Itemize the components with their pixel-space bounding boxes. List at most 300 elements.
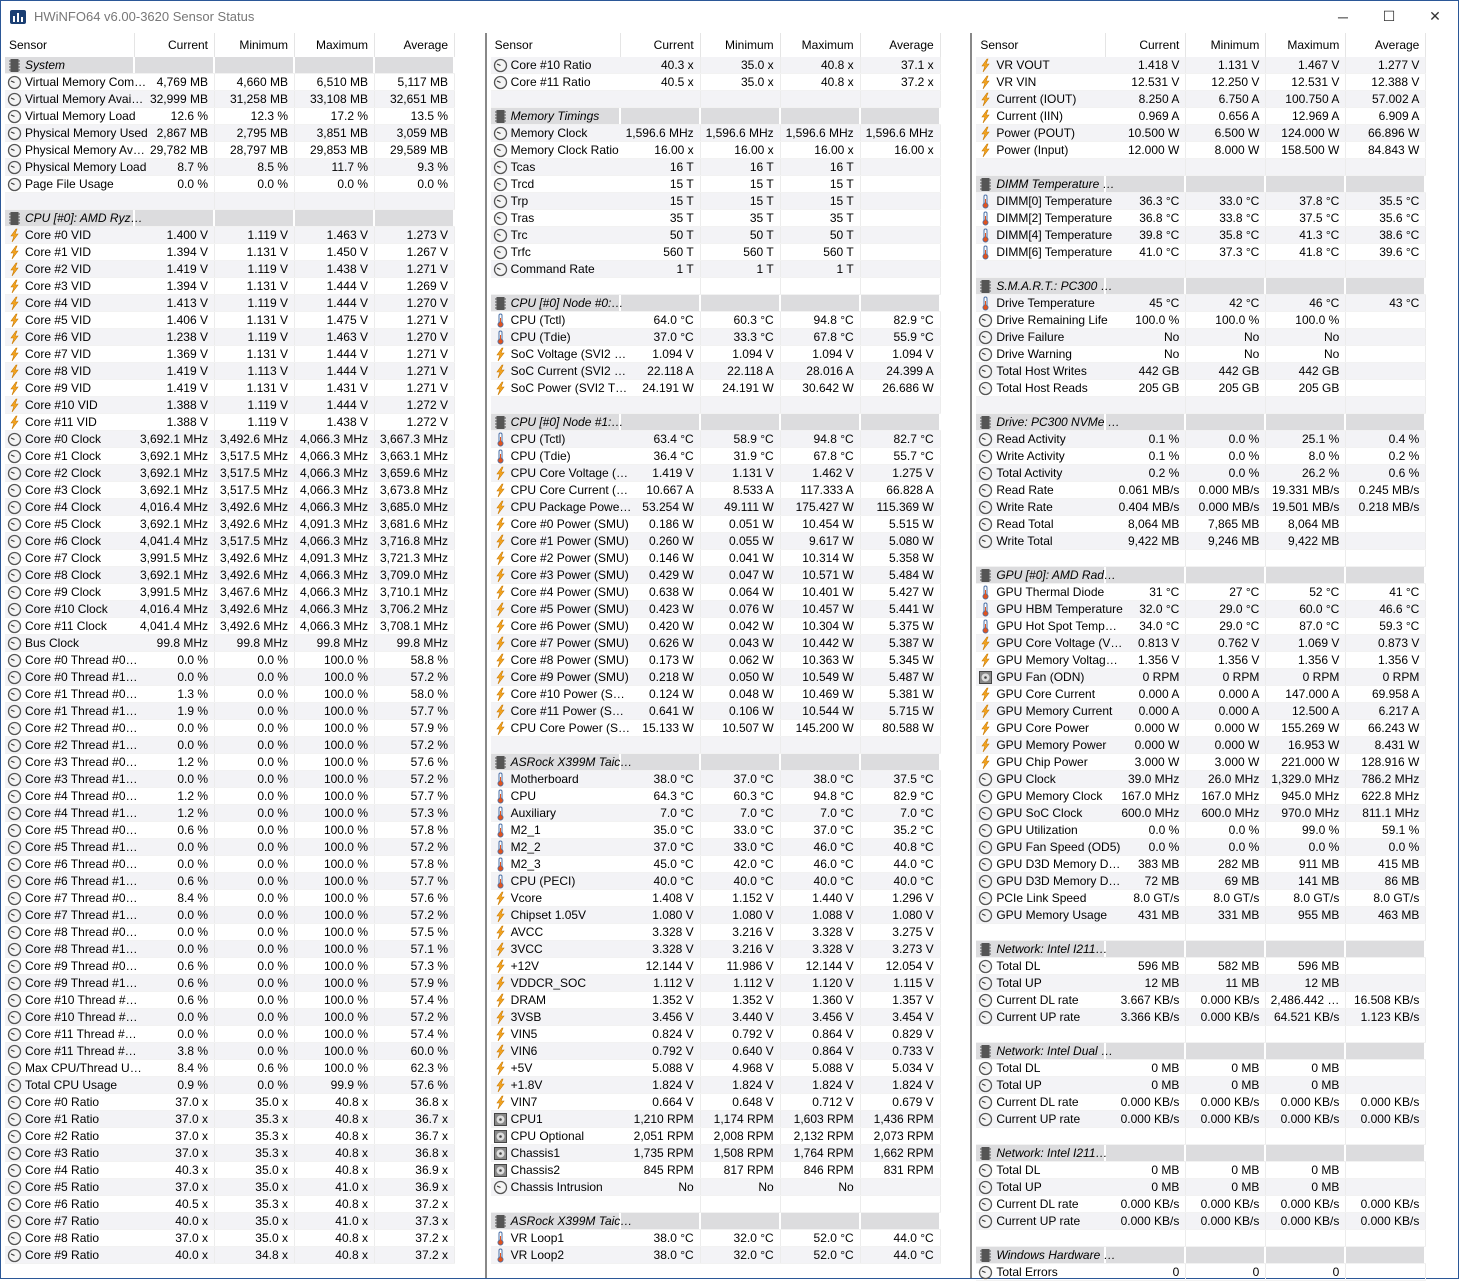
- minimum-value: 560 T: [701, 244, 781, 260]
- sensor-row[interactable]: [491, 1077, 941, 1094]
- sensor-row[interactable]: [491, 1043, 941, 1060]
- sensor-row[interactable]: [976, 142, 1426, 159]
- sensor-row[interactable]: [491, 261, 941, 278]
- average-value: 6.909 A: [1346, 108, 1426, 124]
- sensor-row[interactable]: [5, 1196, 455, 1213]
- sensor-group-header[interactable]: [491, 108, 941, 125]
- sensor-row[interactable]: [976, 805, 1426, 822]
- sensor-row[interactable]: [5, 635, 455, 652]
- sensor-row[interactable]: [5, 448, 455, 465]
- sensor-label: Drive Temperature: [996, 295, 1095, 310]
- sensor-group-header[interactable]: [491, 295, 941, 312]
- current-value: 1.388 V: [135, 414, 215, 430]
- column-header-maximum[interactable]: Maximum: [781, 33, 861, 57]
- sensor-group-header[interactable]: [976, 1043, 1426, 1060]
- sensor-label: Total UP: [996, 1077, 1042, 1092]
- sensor-row[interactable]: [5, 312, 455, 329]
- sensor-row[interactable]: [491, 210, 941, 227]
- sensor-row[interactable]: [491, 516, 941, 533]
- minimum-value: [1186, 1026, 1266, 1042]
- column-header-sensor[interactable]: Sensor: [5, 33, 135, 57]
- voltage-bolt-icon: [493, 636, 508, 651]
- sensor-row[interactable]: [5, 703, 455, 720]
- sensor-name-cell: [976, 1009, 1106, 1025]
- current-value: [1106, 1043, 1186, 1059]
- sensor-row[interactable]: [491, 1111, 941, 1128]
- sensor-row[interactable]: [5, 788, 455, 805]
- sensor-row[interactable]: [5, 890, 455, 907]
- sensor-label: System: [25, 57, 66, 72]
- sensor-row[interactable]: [5, 244, 455, 261]
- minimum-value: [701, 108, 781, 124]
- sensor-row[interactable]: [491, 1128, 941, 1145]
- sensor-row[interactable]: [5, 516, 455, 533]
- sensor-row[interactable]: [5, 839, 455, 856]
- sensor-row[interactable]: [491, 703, 941, 720]
- average-value: [1346, 414, 1426, 430]
- current-value: 1,210 RPM: [621, 1111, 701, 1127]
- sensor-row[interactable]: [5, 652, 455, 669]
- sensor-row[interactable]: [5, 363, 455, 380]
- maximum-value: 100.750 A: [1266, 91, 1346, 107]
- sensor-row[interactable]: [5, 754, 455, 771]
- sensor-row[interactable]: [5, 1043, 455, 1060]
- sensor-row[interactable]: [491, 907, 941, 924]
- average-value: 1.272 V: [375, 414, 455, 430]
- sensor-label: M2_2: [510, 839, 541, 854]
- minimum-value: 1.119 V: [215, 329, 295, 345]
- sensor-row[interactable]: [5, 1111, 455, 1128]
- maximum-value: 9,422 MB: [1266, 533, 1346, 549]
- sensor-row[interactable]: [976, 1009, 1426, 1026]
- voltage-bolt-icon: [7, 262, 22, 277]
- sensor-row[interactable]: [976, 74, 1426, 91]
- sensor-row[interactable]: [5, 227, 455, 244]
- sensor-row[interactable]: [491, 873, 941, 890]
- voltage-bolt-icon: [493, 1044, 508, 1059]
- maximum-value: [781, 91, 861, 107]
- sensor-row[interactable]: [976, 431, 1426, 448]
- sensor-row[interactable]: [976, 1060, 1426, 1077]
- sensor-row[interactable]: [976, 856, 1426, 873]
- sensor-row[interactable]: [491, 244, 941, 261]
- sensor-row[interactable]: [5, 873, 455, 890]
- sensor-group-header[interactable]: [976, 1247, 1426, 1264]
- sensor-row[interactable]: [5, 1247, 455, 1264]
- sensor-label: Virtual Memory Load: [25, 108, 136, 123]
- sensor-row[interactable]: [5, 1009, 455, 1026]
- sensor-row[interactable]: [5, 924, 455, 941]
- sensor-row[interactable]: [5, 329, 455, 346]
- sensor-panel-1: [1, 33, 487, 1278]
- current-value: 8.4 %: [135, 890, 215, 906]
- sensor-row[interactable]: [976, 635, 1426, 652]
- sensor-row[interactable]: [976, 193, 1426, 210]
- sensor-row[interactable]: [5, 1128, 455, 1145]
- sensor-row[interactable]: [976, 1179, 1426, 1196]
- sensor-row[interactable]: [976, 329, 1426, 346]
- sensor-row[interactable]: [5, 380, 455, 397]
- sensor-name-cell: [5, 1145, 135, 1161]
- sensor-group-header[interactable]: [976, 414, 1426, 431]
- sensor-row[interactable]: [976, 737, 1426, 754]
- sensor-row[interactable]: [5, 142, 455, 159]
- sensor-row[interactable]: [5, 1213, 455, 1230]
- sensor-row[interactable]: [491, 380, 941, 397]
- maximum-value: 94.8 °C: [781, 312, 861, 328]
- maximum-value: 100.0 %: [295, 652, 375, 668]
- sensor-label: Core #5 Power (SMU): [510, 601, 629, 616]
- sensor-label: Core #6 Clock: [25, 533, 102, 548]
- sensor-row[interactable]: [491, 312, 941, 329]
- voltage-bolt-icon: [493, 704, 508, 719]
- sensor-group-header[interactable]: [491, 754, 941, 771]
- sensor-row[interactable]: [491, 805, 941, 822]
- current-value: 12.144 V: [621, 958, 701, 974]
- sensor-row[interactable]: [491, 176, 941, 193]
- sensor-row[interactable]: [491, 856, 941, 873]
- sensor-row[interactable]: [5, 414, 455, 431]
- minimum-value: 3.216 V: [701, 941, 781, 957]
- sensor-row[interactable]: [5, 1145, 455, 1162]
- sensor-row[interactable]: [5, 1077, 455, 1094]
- sensor-row[interactable]: [491, 465, 941, 482]
- sensor-row[interactable]: [491, 482, 941, 499]
- sensor-name-cell: [491, 1094, 621, 1110]
- sensor-row[interactable]: [491, 142, 941, 159]
- sensor-row[interactable]: [976, 839, 1426, 856]
- sensor-row[interactable]: [491, 975, 941, 992]
- sensor-row[interactable]: [491, 363, 941, 380]
- gauge-icon: [978, 330, 993, 345]
- sensor-name-cell: [5, 261, 135, 277]
- sensor-row[interactable]: [976, 975, 1426, 992]
- sensor-label: Current (IOUT): [996, 91, 1077, 106]
- current-value: [621, 1196, 701, 1212]
- sensor-row[interactable]: [491, 771, 941, 788]
- sensor-row[interactable]: [491, 584, 941, 601]
- sensor-row[interactable]: [5, 397, 455, 414]
- sensor-row[interactable]: [491, 567, 941, 584]
- maximum-value: 4,066.3 MHz: [295, 584, 375, 600]
- maximum-value: 4,066.3 MHz: [295, 482, 375, 498]
- sensor-row[interactable]: [5, 618, 455, 635]
- sensor-row[interactable]: [491, 227, 941, 244]
- sensor-group-header[interactable]: [976, 1145, 1426, 1162]
- column-header-average[interactable]: Average: [375, 33, 455, 57]
- sensor-row[interactable]: [976, 1162, 1426, 1179]
- minimum-value: 37.0 °C: [701, 771, 781, 787]
- sensor-row[interactable]: [976, 669, 1426, 686]
- sensor-row[interactable]: [976, 91, 1426, 108]
- sensor-row[interactable]: [976, 703, 1426, 720]
- sensor-row[interactable]: [5, 431, 455, 448]
- sensor-row[interactable]: [976, 992, 1426, 1009]
- sensor-row[interactable]: [491, 669, 941, 686]
- sensor-row[interactable]: [5, 499, 455, 516]
- spacer-row: [976, 550, 1426, 567]
- sensor-row[interactable]: [491, 1060, 941, 1077]
- sensor-row[interactable]: [491, 57, 941, 74]
- sensor-row[interactable]: [5, 601, 455, 618]
- sensor-row[interactable]: [491, 839, 941, 856]
- voltage-bolt-icon: [493, 381, 508, 396]
- sensor-row[interactable]: [5, 1060, 455, 1077]
- sensor-row[interactable]: [491, 601, 941, 618]
- sensor-row[interactable]: [976, 346, 1426, 363]
- sensor-row[interactable]: [5, 737, 455, 754]
- sensor-row[interactable]: [5, 278, 455, 295]
- sensor-row[interactable]: [5, 958, 455, 975]
- current-value: 0.0 %: [135, 737, 215, 753]
- sensor-row[interactable]: [491, 686, 941, 703]
- sensor-row[interactable]: [491, 550, 941, 567]
- average-value: 13.5 %: [375, 108, 455, 124]
- column-header-minimum[interactable]: Minimum: [1186, 33, 1266, 57]
- sensor-row[interactable]: [976, 533, 1426, 550]
- sensor-row[interactable]: [5, 856, 455, 873]
- sensor-row[interactable]: [5, 533, 455, 550]
- sensor-label: Max CPU/Thread U…: [25, 1060, 142, 1075]
- current-value: 0.260 W: [621, 533, 701, 549]
- voltage-bolt-icon: [493, 517, 508, 532]
- sensor-row[interactable]: [5, 1162, 455, 1179]
- minimum-value: 50 T: [701, 227, 781, 243]
- sensor-row[interactable]: [976, 584, 1426, 601]
- sensor-row[interactable]: [976, 108, 1426, 125]
- sensor-row[interactable]: [5, 482, 455, 499]
- column-header-minimum[interactable]: Minimum: [215, 33, 295, 57]
- sensor-row[interactable]: [491, 924, 941, 941]
- sensor-row[interactable]: [5, 550, 455, 567]
- sensor-row[interactable]: [976, 958, 1426, 975]
- sensor-row[interactable]: [491, 1230, 941, 1247]
- sensor-row[interactable]: [5, 91, 455, 108]
- sensor-row[interactable]: [5, 125, 455, 142]
- column-header-average[interactable]: Average: [1346, 33, 1426, 57]
- sensor-row[interactable]: [976, 210, 1426, 227]
- sensor-row[interactable]: [491, 448, 941, 465]
- sensor-row[interactable]: [491, 618, 941, 635]
- gauge-icon: [7, 840, 22, 855]
- maximum-value: [781, 737, 861, 753]
- current-value: 39.8 °C: [1106, 227, 1186, 243]
- thermometer-icon: [978, 619, 993, 634]
- average-value: 57.2 %: [375, 907, 455, 923]
- sensor-row[interactable]: [976, 125, 1426, 142]
- sensor-row[interactable]: [491, 329, 941, 346]
- sensor-row[interactable]: [5, 1094, 455, 1111]
- sensor-row[interactable]: [491, 822, 941, 839]
- sensor-row[interactable]: [5, 805, 455, 822]
- sensor-row[interactable]: [5, 108, 455, 125]
- minimum-value: 1.131 V: [1186, 57, 1266, 73]
- column-header-average[interactable]: Average: [861, 33, 941, 57]
- minimize-button[interactable]: ─: [1338, 8, 1348, 25]
- sensor-row[interactable]: [491, 431, 941, 448]
- minimum-value: 8.0 GT/s: [1186, 890, 1266, 906]
- sensor-group-header[interactable]: [5, 57, 455, 74]
- sensor-row[interactable]: [5, 992, 455, 1009]
- column-header-current[interactable]: Current: [1106, 33, 1186, 57]
- sensor-row[interactable]: [976, 720, 1426, 737]
- sensor-row[interactable]: [5, 720, 455, 737]
- sensor-name-cell: [491, 1043, 621, 1059]
- sensor-name-cell: [5, 1043, 135, 1059]
- spacer-row: [491, 397, 941, 414]
- sensor-row[interactable]: [5, 159, 455, 176]
- sensor-row[interactable]: [491, 1247, 941, 1264]
- current-value: [621, 91, 701, 107]
- current-value: 12.000 W: [1106, 142, 1186, 158]
- sensor-row[interactable]: [5, 584, 455, 601]
- sensor-row[interactable]: [976, 890, 1426, 907]
- sensor-row[interactable]: [976, 1213, 1426, 1230]
- current-value: 53.254 W: [621, 499, 701, 515]
- sensor-label: Memory Clock Ratio: [510, 142, 619, 157]
- sensor-row[interactable]: [491, 1094, 941, 1111]
- sensor-row[interactable]: [491, 890, 941, 907]
- sensor-row[interactable]: [491, 1162, 941, 1179]
- current-value: 16 T: [621, 159, 701, 175]
- sensor-row[interactable]: [491, 346, 941, 363]
- sensor-row[interactable]: [976, 1077, 1426, 1094]
- sensor-row[interactable]: [5, 907, 455, 924]
- sensor-row[interactable]: [491, 958, 941, 975]
- sensor-row[interactable]: [976, 516, 1426, 533]
- sensor-row[interactable]: [5, 261, 455, 278]
- sensor-row[interactable]: [976, 1094, 1426, 1111]
- sensor-row[interactable]: [491, 1179, 941, 1196]
- sensor-group-header[interactable]: [976, 278, 1426, 295]
- average-value: 36.9 x: [375, 1162, 455, 1178]
- sensor-row[interactable]: [491, 941, 941, 958]
- column-header-current[interactable]: Current: [621, 33, 701, 57]
- sensor-row[interactable]: [5, 567, 455, 584]
- sensor-row[interactable]: [491, 720, 941, 737]
- minimum-value: 3,492.6 MHz: [215, 516, 295, 532]
- sensor-group-header[interactable]: [976, 176, 1426, 193]
- maximize-button[interactable]: ☐: [1382, 8, 1396, 24]
- maximum-value: 40.8 x: [295, 1162, 375, 1178]
- sensor-row[interactable]: [976, 227, 1426, 244]
- sensor-row[interactable]: [976, 57, 1426, 74]
- sensor-row[interactable]: [5, 669, 455, 686]
- sensor-row[interactable]: [976, 788, 1426, 805]
- sensor-label: GPU Memory Voltag…: [996, 652, 1118, 667]
- sensor-row[interactable]: [976, 482, 1426, 499]
- sensor-row[interactable]: [976, 244, 1426, 261]
- sensor-group-header[interactable]: [5, 210, 455, 227]
- minimum-value: 0.0 %: [215, 771, 295, 787]
- sensor-group-header[interactable]: [491, 414, 941, 431]
- sensor-row[interactable]: [976, 822, 1426, 839]
- sensor-row[interactable]: [491, 635, 941, 652]
- current-value: 2,051 RPM: [621, 1128, 701, 1144]
- sensor-row[interactable]: [976, 1196, 1426, 1213]
- sensor-row[interactable]: [976, 873, 1426, 890]
- sensor-row[interactable]: [976, 312, 1426, 329]
- sensor-row[interactable]: [5, 822, 455, 839]
- sensor-label: GPU Memory Power: [996, 737, 1107, 752]
- sensor-row[interactable]: [976, 448, 1426, 465]
- minimum-value: 0.0 %: [215, 703, 295, 719]
- column-header-maximum[interactable]: Maximum: [1266, 33, 1346, 57]
- sensor-row[interactable]: [5, 686, 455, 703]
- sensor-name-cell: [976, 329, 1106, 345]
- sensor-group-header[interactable]: [976, 567, 1426, 584]
- sensor-row[interactable]: [491, 992, 941, 1009]
- sensor-group-header[interactable]: [976, 941, 1426, 958]
- sensor-row[interactable]: [5, 1026, 455, 1043]
- sensor-row[interactable]: [976, 771, 1426, 788]
- column-header-current[interactable]: Current: [135, 33, 215, 57]
- sensor-row[interactable]: [491, 125, 941, 142]
- sensor-row[interactable]: [5, 771, 455, 788]
- sensor-row[interactable]: [976, 754, 1426, 771]
- gauge-icon: [978, 823, 993, 838]
- sensor-row[interactable]: [491, 74, 941, 91]
- column-header-minimum[interactable]: Minimum: [701, 33, 781, 57]
- sensor-row[interactable]: [976, 499, 1426, 516]
- sensor-row[interactable]: [491, 159, 941, 176]
- sensor-row[interactable]: [5, 74, 455, 91]
- sensor-row[interactable]: [491, 193, 941, 210]
- sensor-row[interactable]: [976, 686, 1426, 703]
- sensor-row[interactable]: [5, 975, 455, 992]
- sensor-row[interactable]: [976, 1264, 1426, 1281]
- sensor-row[interactable]: [5, 941, 455, 958]
- sensor-name-cell: [976, 822, 1106, 838]
- minimum-value: 3,517.5 MHz: [215, 482, 295, 498]
- sensor-row[interactable]: [491, 533, 941, 550]
- current-value: 3,692.1 MHz: [135, 431, 215, 447]
- sensor-row[interactable]: [491, 1145, 941, 1162]
- sensor-row[interactable]: [976, 295, 1426, 312]
- sensor-row[interactable]: [976, 618, 1426, 635]
- sensor-label: Core #5 VID: [25, 312, 92, 327]
- sensor-row[interactable]: [976, 1111, 1426, 1128]
- sensor-row[interactable]: [976, 380, 1426, 397]
- column-header-maximum[interactable]: Maximum: [295, 33, 375, 57]
- sensor-row[interactable]: [5, 1230, 455, 1247]
- sensor-row[interactable]: [5, 465, 455, 482]
- sensor-row[interactable]: [491, 1026, 941, 1043]
- maximum-value: 15 T: [781, 176, 861, 192]
- sensor-row[interactable]: [976, 907, 1426, 924]
- sensor-group-header[interactable]: [491, 1213, 941, 1230]
- column-header-sensor[interactable]: Sensor: [976, 33, 1106, 57]
- minimum-value: 0.048 W: [701, 686, 781, 702]
- current-value: [1106, 397, 1186, 413]
- sensor-row[interactable]: [491, 788, 941, 805]
- sensor-row[interactable]: [5, 295, 455, 312]
- sensor-row[interactable]: [976, 652, 1426, 669]
- sensor-row[interactable]: [5, 346, 455, 363]
- column-header-sensor[interactable]: Sensor: [491, 33, 621, 57]
- sensor-row[interactable]: [491, 1009, 941, 1026]
- close-button[interactable]: ✕: [1429, 8, 1441, 24]
- sensor-name-cell: [976, 550, 1106, 566]
- minimum-value: 35.0 x: [215, 1230, 295, 1246]
- sensor-row[interactable]: [491, 652, 941, 669]
- sensor-row[interactable]: [491, 499, 941, 516]
- sensor-row[interactable]: [976, 465, 1426, 482]
- sensor-row[interactable]: [976, 363, 1426, 380]
- sensor-row[interactable]: [5, 176, 455, 193]
- sensor-row[interactable]: [976, 601, 1426, 618]
- sensor-row[interactable]: [5, 1179, 455, 1196]
